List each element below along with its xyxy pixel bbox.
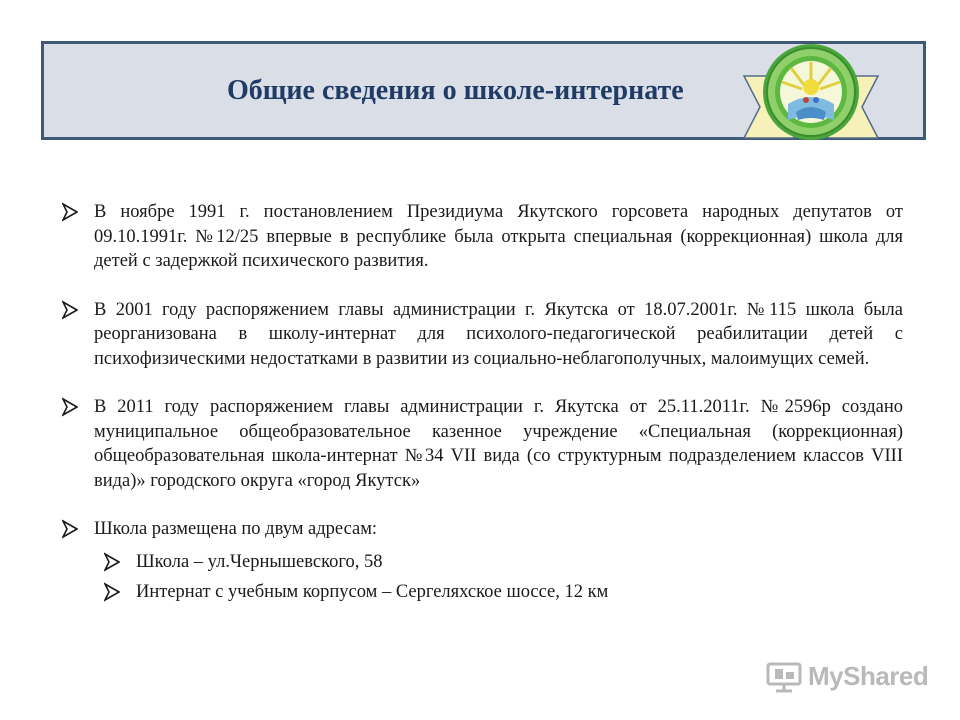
list-item-text: В 2001 году распоряжением главы администрации г. Якутска от 18.07.2001г. №115 школа была реорганизована в школу-интернат для психолого-педагогической реабилитации детей с психофизическими недостатками в развитии из социально-неблагополучных, малоимущих семей. xyxy=(94,299,903,369)
sub-list-item xyxy=(102,580,903,605)
list-item xyxy=(60,395,903,493)
list-item-text: В ноябре 1991 г. постановлением Президиума Якутского горсовета народных депутатов от 09.10.1991г. №12/25 впервые в республике была открыта специальная (коррекционная) школа для детей с задержкой психического развития. xyxy=(94,202,903,271)
arrow-bullet-icon xyxy=(104,552,120,572)
sub-list-item xyxy=(102,550,903,575)
slideshow-icon xyxy=(766,659,802,693)
page-title: Общие сведения о школе-интернате xyxy=(227,75,684,106)
arrow-bullet-icon xyxy=(62,202,78,222)
arrow-bullet-icon xyxy=(62,300,78,320)
watermark xyxy=(766,656,928,696)
arrow-bullet-icon xyxy=(62,519,78,539)
sub-list-item-text: Школа – ул.Чернышевского, 58 xyxy=(136,551,383,572)
arrow-bullet-icon xyxy=(62,397,78,417)
arrow-bullet-icon xyxy=(104,582,120,602)
watermark-text: MyShared xyxy=(808,660,929,691)
list-item xyxy=(60,200,903,274)
list-item xyxy=(60,517,903,542)
school-emblem-icon xyxy=(736,40,886,148)
sub-list-item-text: Интернат с учебным корпусом – Сергеляхское шоссе, 12 км xyxy=(136,582,609,602)
list-item-text: Школа размещена по двум адресам: xyxy=(94,519,378,539)
list-item-text: В 2011 году распоряжением главы администрации г. Якутска от 25.11.2011г. №2596р создано муниципальное общеобразовательное казенное учреждение «Специальная (коррекционная) общеобразовательная школа-интернат №34 VII вида (со структурным подразделением классов VIII вида)» городского округа «город Якутск» xyxy=(94,397,903,491)
content-body xyxy=(60,200,903,611)
list-item xyxy=(60,298,903,372)
